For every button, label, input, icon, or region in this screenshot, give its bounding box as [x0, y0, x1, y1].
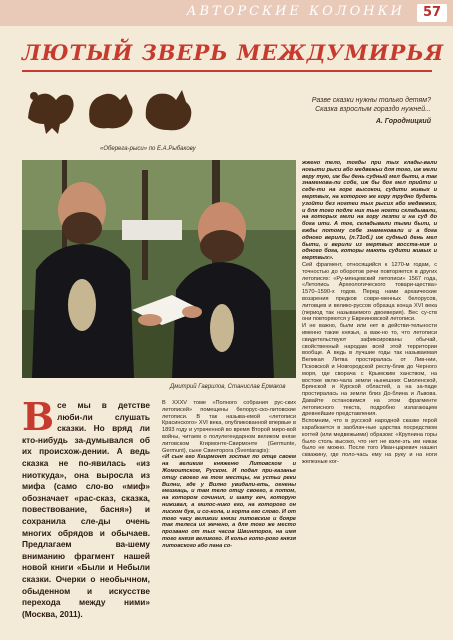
right-column — [302, 160, 437, 632]
right-col-paragraph-3: И не важно, были или нет в действи-тельности именно такие князья, а важ-но то, что летописи свидетельствуют зафиксированы обычай, свойственный народам всей этой территории вообще. А ведь в лучшие годы так называемая Великая Литва простиралась от Лив-нии, Псковской и Новгородской респу-блик до Черного моря, где сворача с Крымским ханством, на востоке вклю-чала земли нынешних Смоленской, Брянской и Курской областей, а на за-паде простиралась на земли близ До-блина и Львова. Давайте остановимся на этом фрагменте летописного текста, подробно излагающем древнейшие представления. — [302, 323, 437, 418]
mid-col-paragraph-2: «И сын его Кгирмонт зостал по отце своем на великим княженю Литовском и Жомоитском, Руском. И подал при-казанье отцу своего на том местцы, на устьи реки Вилни, где у Вилно увидали-еть, огнены мешкаць, и там тело отцу своего, а потом, на котором сочинил, и шату кеч, которую ниживал, а милос-нико его, на которого он лиском був, и со-кола, и горта его слово. И от того часу великии князи литовские и бояре так телеса их жечено, а для того же место прозвано от тых часов Швинторог, на имя того князя великого. И кольо кото-рого князя литовского або пана со- — [162, 454, 296, 549]
title-rule — [22, 70, 432, 72]
lynx-amulet-illustrations — [20, 78, 210, 140]
middle-column — [162, 400, 296, 632]
article-title: ЛЮТЫЙ ЗВЕРЬ МЕЖДУМИРЬЯ — [22, 40, 445, 65]
emblem-caption: «Оберега-рыси» по Е.А.Рыбакову — [100, 146, 196, 152]
photo-caption: Дмитрий Гаврилов, Станислав Ермаков — [170, 384, 286, 390]
authors-photo — [22, 160, 296, 378]
section-title: АВТОРСКИЕ КОЛОНКИ — [186, 4, 405, 19]
epigraph-author: А. Городницкий — [375, 118, 431, 125]
right-col-paragraph-4: Вспомним, что в русской народной сказке герой карабкается в заоблач-ные царства посредством когтей (или медвежьими) образом: «Крупнина горы было столь высоко, что нет не взле-зть им никак было не можно. После того Иван-царевич нашел скважину, где поло-чась ему на руку и на ноги железные ког- — [302, 418, 437, 466]
drop-cap: В — [22, 400, 55, 439]
mid-col-paragraph-1: В XXXV томе «Полного собрания рус-ских летописей» помещены белорус-ско-литовские летописи. В так называ-емой «летописи Красинского» XVI века, опубликованной впервые в 1893 году и утраченной во время Второй миро-вой войны, читаем о полулегендарном великом князе литовском Кгирмонте-Свирмонте (Germunte, Germunt), сыне Свинторога (Šventaragis): — [162, 400, 296, 454]
right-col-paragraph-2: Сей фрагмент, относящийся к 1270-м годам, с точностью до оборотов речи повторяется в других летописях: «Ру-мянцевский летописи» 1567 года, «Летопись Археологического товари-щества» 1570–1590-х годов. Перед нами архаические воззрения предков совре-менных белорусов, литовцев и велико-руссов образца конца XVI века (период так называемого двоеверия). Вес су-ств они повторяются у Евреиновской летописи. — [302, 261, 437, 323]
epigraph — [231, 96, 431, 126]
page-number: 57 — [417, 4, 447, 22]
right-col-paragraph-1: жжено тело, тогды при тых клады-вали ногыти рыси або медвежьи для того, иж мели веру тую, иж бы день судный мел быти, а так знаменова-ли собе, иж бы бог мел прийти и седе-ти на горе высокои, судити живых и мертвых, на которою же гору трудно будеть узойти без ногтеи тых рысих або медвежих, и для того подле них тые ногти складывали, на которых мели на гору лезти и на суд до бога ити. А тое, складывали тыми были, и ежды потому себе знаменовали и а бога одного верили, (л.71об.) иж судный день мел быти, и верили из мертвых восста-ния и одного бога, которы мають судити живых и мертвых». — [302, 160, 437, 262]
epigraph-line-2: Сказка взрослым гораздо нужней... — [315, 106, 431, 113]
lead-text: се мы в детстве люби-ли слушать сказки. Но вряд ли кто-нибудь за-думывался об их происхож-дении. А ведь сказка не по-явилась «из ниоткуда», она выросла из мифа (само сло-во «миф» обозначает «рас-сказ, сказка, повествование, басня») и сохранила сле-ды очень многих обрядов и обычаев. Предлагаем ва-шему вниманию фрагмент нашей новой книги «Были и Небыли сказки. Очерки о необычном, обыденном и искусстве перехода между ними» (Москва, 2011). — [22, 400, 150, 619]
epigraph-line-1: Разве сказки нужны только детям? — [311, 97, 431, 104]
lead-paragraph — [22, 400, 150, 625]
